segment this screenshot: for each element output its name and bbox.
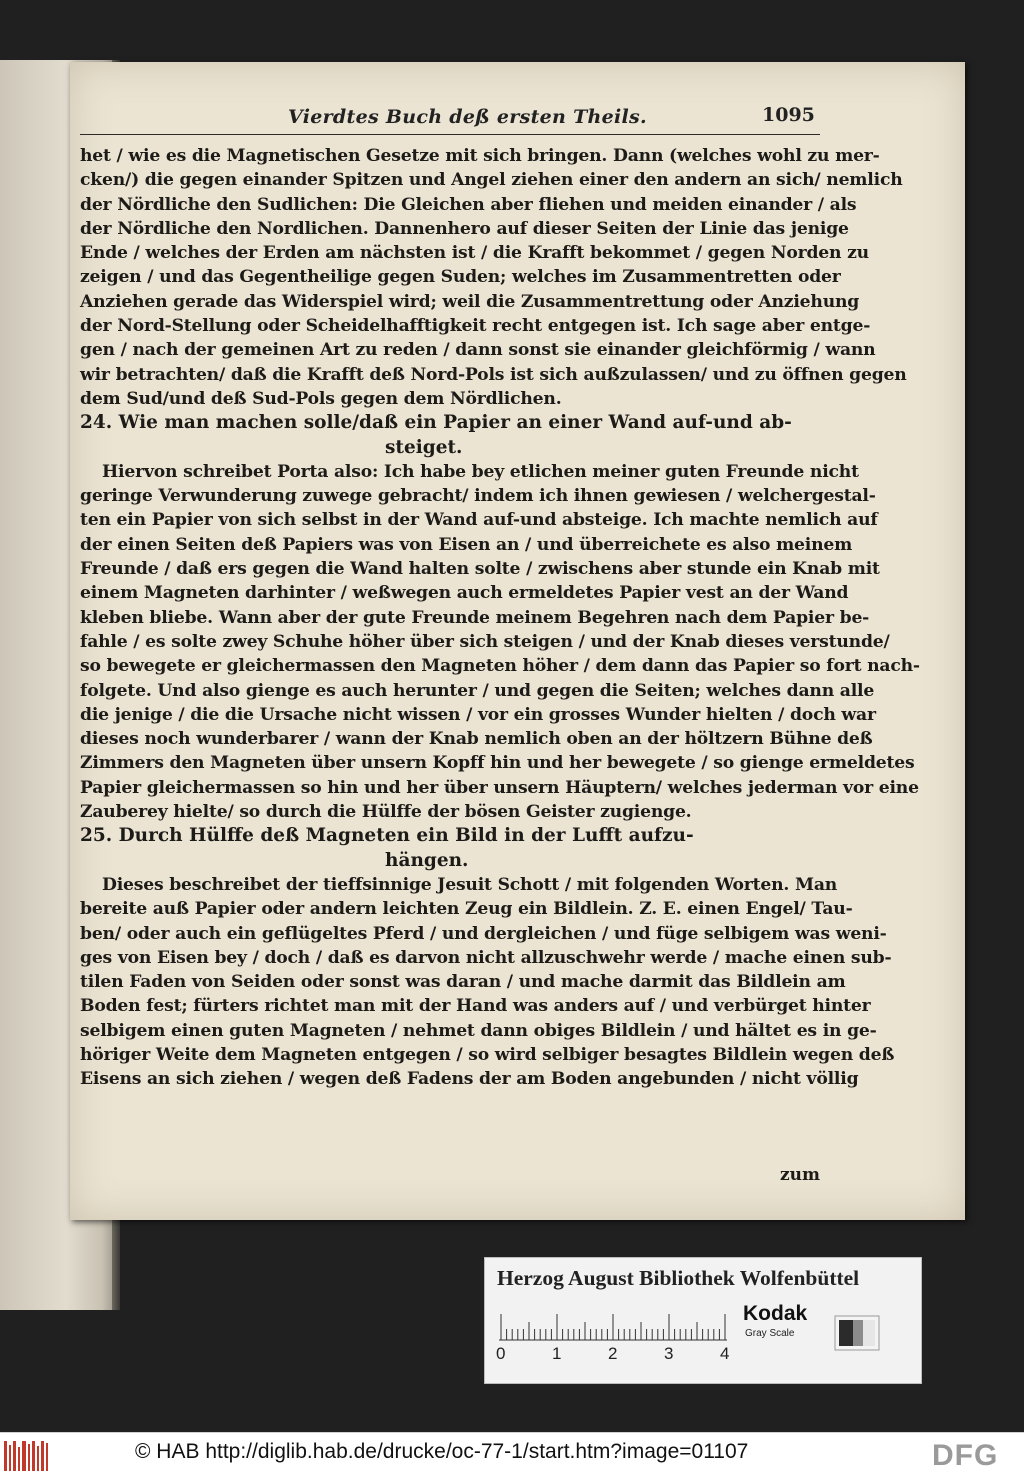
gray-scale-chip [835,1316,879,1350]
header-rule [80,134,820,135]
text-line: der Nord-Stellung oder Scheidelhafftigkeit recht entgegen ist. Ich sage aber entge- [80,316,871,337]
library-label-card [484,1257,922,1384]
text-line: dieses noch wunderbarer / wann der Knab nemlich oben an der höltzern Bühne deß [80,729,873,750]
dfg-logo: DFG [932,1439,999,1472]
section-heading: 24. Wie man machen solle/daß ein Papier an einer Wand auf-und ab- [80,412,792,434]
catchword: zum [780,1165,821,1185]
text-line: ben/ oder auch ein geflügeltes Pferd / und dergleichen / und füge selbigem was weni- [80,923,887,944]
library-name: Herzog August Bibliothek Wolfenbüttel [497,1266,860,1290]
text-line: einem Magneten darhinter / weßwegen auch ermeldetes Papier vest an der Wand [80,583,849,604]
text-line: der einen Seiten deß Papiers was von Eisen an / und überreichete es also meinem [80,534,853,555]
kodak-brand: Kodak [743,1302,808,1325]
text-line: zeigen / und das Gegentheilige gegen Suden; welches im Zusammentretten oder [80,267,841,288]
text-line: selbigem einen guten Magneten / nehmet dann obiges Bildlein / und hältet es in ge- [80,1020,877,1041]
hab-barcode-icon [4,1441,48,1471]
paragraph-last-line: Zauberey hielte/ so durch die Hülffe der bösen Geister zugienge. [80,802,692,823]
text-line: Zimmers den Magneten über unsern Kopff hin und her bewegete / so gienge ermeldetes [80,753,915,774]
section-heading-continuation: hängen. [385,849,469,871]
ruler-number: 3 [664,1344,674,1363]
ruler-number: 0 [496,1344,506,1363]
text-line: so bewegete er gleichermassen den Magneten höher / dem dann das Papier so fort nach- [80,656,920,677]
text-line: Boden fest; fürters richtet man mit der Hand was anders auf / und verbürget hinter [80,996,871,1017]
text-line: Papier gleichermassen so hin und her über unsern Häuptern/ welches jederman vor eine [80,777,919,798]
copyright-url[interactable]: © HAB http://diglib.hab.de/drucke/oc-77-1/start.htm?image=01107 [135,1440,749,1463]
section-heading: 25. Durch Hülffe deß Magneten ein Bild in der Lufft aufzu- [80,825,694,847]
section-heading-continuation: steiget. [385,436,463,458]
ruler-number: 4 [720,1344,730,1363]
text-line: ten ein Papier von sich selbst in der Wand auf-und absteige. Ich machte nemlich auf [80,510,878,531]
text-line: het / wie es die Magnetischen Gesetze mit sich bringen. Dann (welches wohl zu mer- [80,146,880,166]
text-line: tilen Faden von Seiden oder sonst was daran / und mache darmit das Bildlein am [80,972,846,993]
book-page [70,62,965,1220]
text-line: fahle / es solte zwey Schuhe höher über sich steigen / und der Knab dieses verstunde/ [80,631,890,652]
text-line: wir betrachten/ daß die Krafft deß Nord-Pols ist sich außzulassen/ und zu öffnen gegen [80,364,907,385]
text-line: der Nördliche den Sudlichen: Die Gleichen aber fliehen und meiden einander / als [80,194,857,215]
text-line: bereite auß Papier oder andern leichten Zeug ein Bildlein. Z. E. einen Engel/ Tau- [80,899,853,920]
ruler-number: 2 [608,1344,618,1363]
text-line: höriger Weite dem Magneten entgegen / so wird selbiger besagtes Bildlein wegen deß [80,1044,895,1065]
text-line: ges von Eisen bey / doch / daß es darvon nicht allzuschwehr werde / mache einen sub- [80,947,892,968]
text-line: die jenige / die die Ursache nicht wissen / vor ein grosses Wunder hielten / doch war [80,704,876,725]
paragraph-first-line: Hiervon schreibet Porta also: Ich habe bey etlichen meiner guten Freunde nicht [102,461,859,482]
paragraph-first-line: Dieses beschreibet der tieffsinnige Jesuit Schott / mit folgenden Worten. Man [102,874,838,895]
ruler-number: 1 [552,1344,562,1363]
text-line: Ende / welches der Erden am nächsten ist / die Krafft bekommet / gegen Norden zu [80,243,869,264]
viewer-footer [0,1432,1024,1478]
page-number: 1095 [762,104,815,126]
gray-scale-caption: Gray Scale [745,1328,795,1339]
body-text [80,144,920,1092]
text-line: Freunde / daß ers gegen die Wand halten solte / zwischens aber stunde ein Knab mit [80,559,880,580]
text-line: folgete. Und also gienge es auch herunter / und gegen die Seiten; welches dann alle [80,680,875,701]
paragraph-last-line: dem Sud/und deß Sud-Pols gegen dem Nördlichen. [80,388,562,409]
text-line: kleben bliebe. Wann aber der gute Freunde meinem Begehren nach dem Papier be- [80,607,870,628]
text-line: cken/) die gegen einander Spitzen und Angel ziehen einer den andern an sich/ nemlich [80,170,903,191]
running-head: Vierdtes Buch deß ersten Theils. [288,106,647,128]
text-line: Anziehen gerade das Widerspiel wird; weil die Zusammentrettung oder Anziehung [80,291,860,312]
text-line: geringe Verwunderung zuwege gebracht/ indem ich ihnen gewiesen / welchergestal- [80,486,876,507]
ruler-numbers [497,1344,757,1368]
text-line: gen / nach der gemeinen Art zu reden / dann sonst sie einander gleichförmig / wann [80,340,876,361]
text-line: Eisens an sich ziehen / wegen deß Fadens der am Boden angebunden / nicht völlig [80,1069,859,1090]
text-line: der Nördliche den Nordlichen. Dannenhero auf dieser Seiten der Linie das jenige [80,218,849,239]
